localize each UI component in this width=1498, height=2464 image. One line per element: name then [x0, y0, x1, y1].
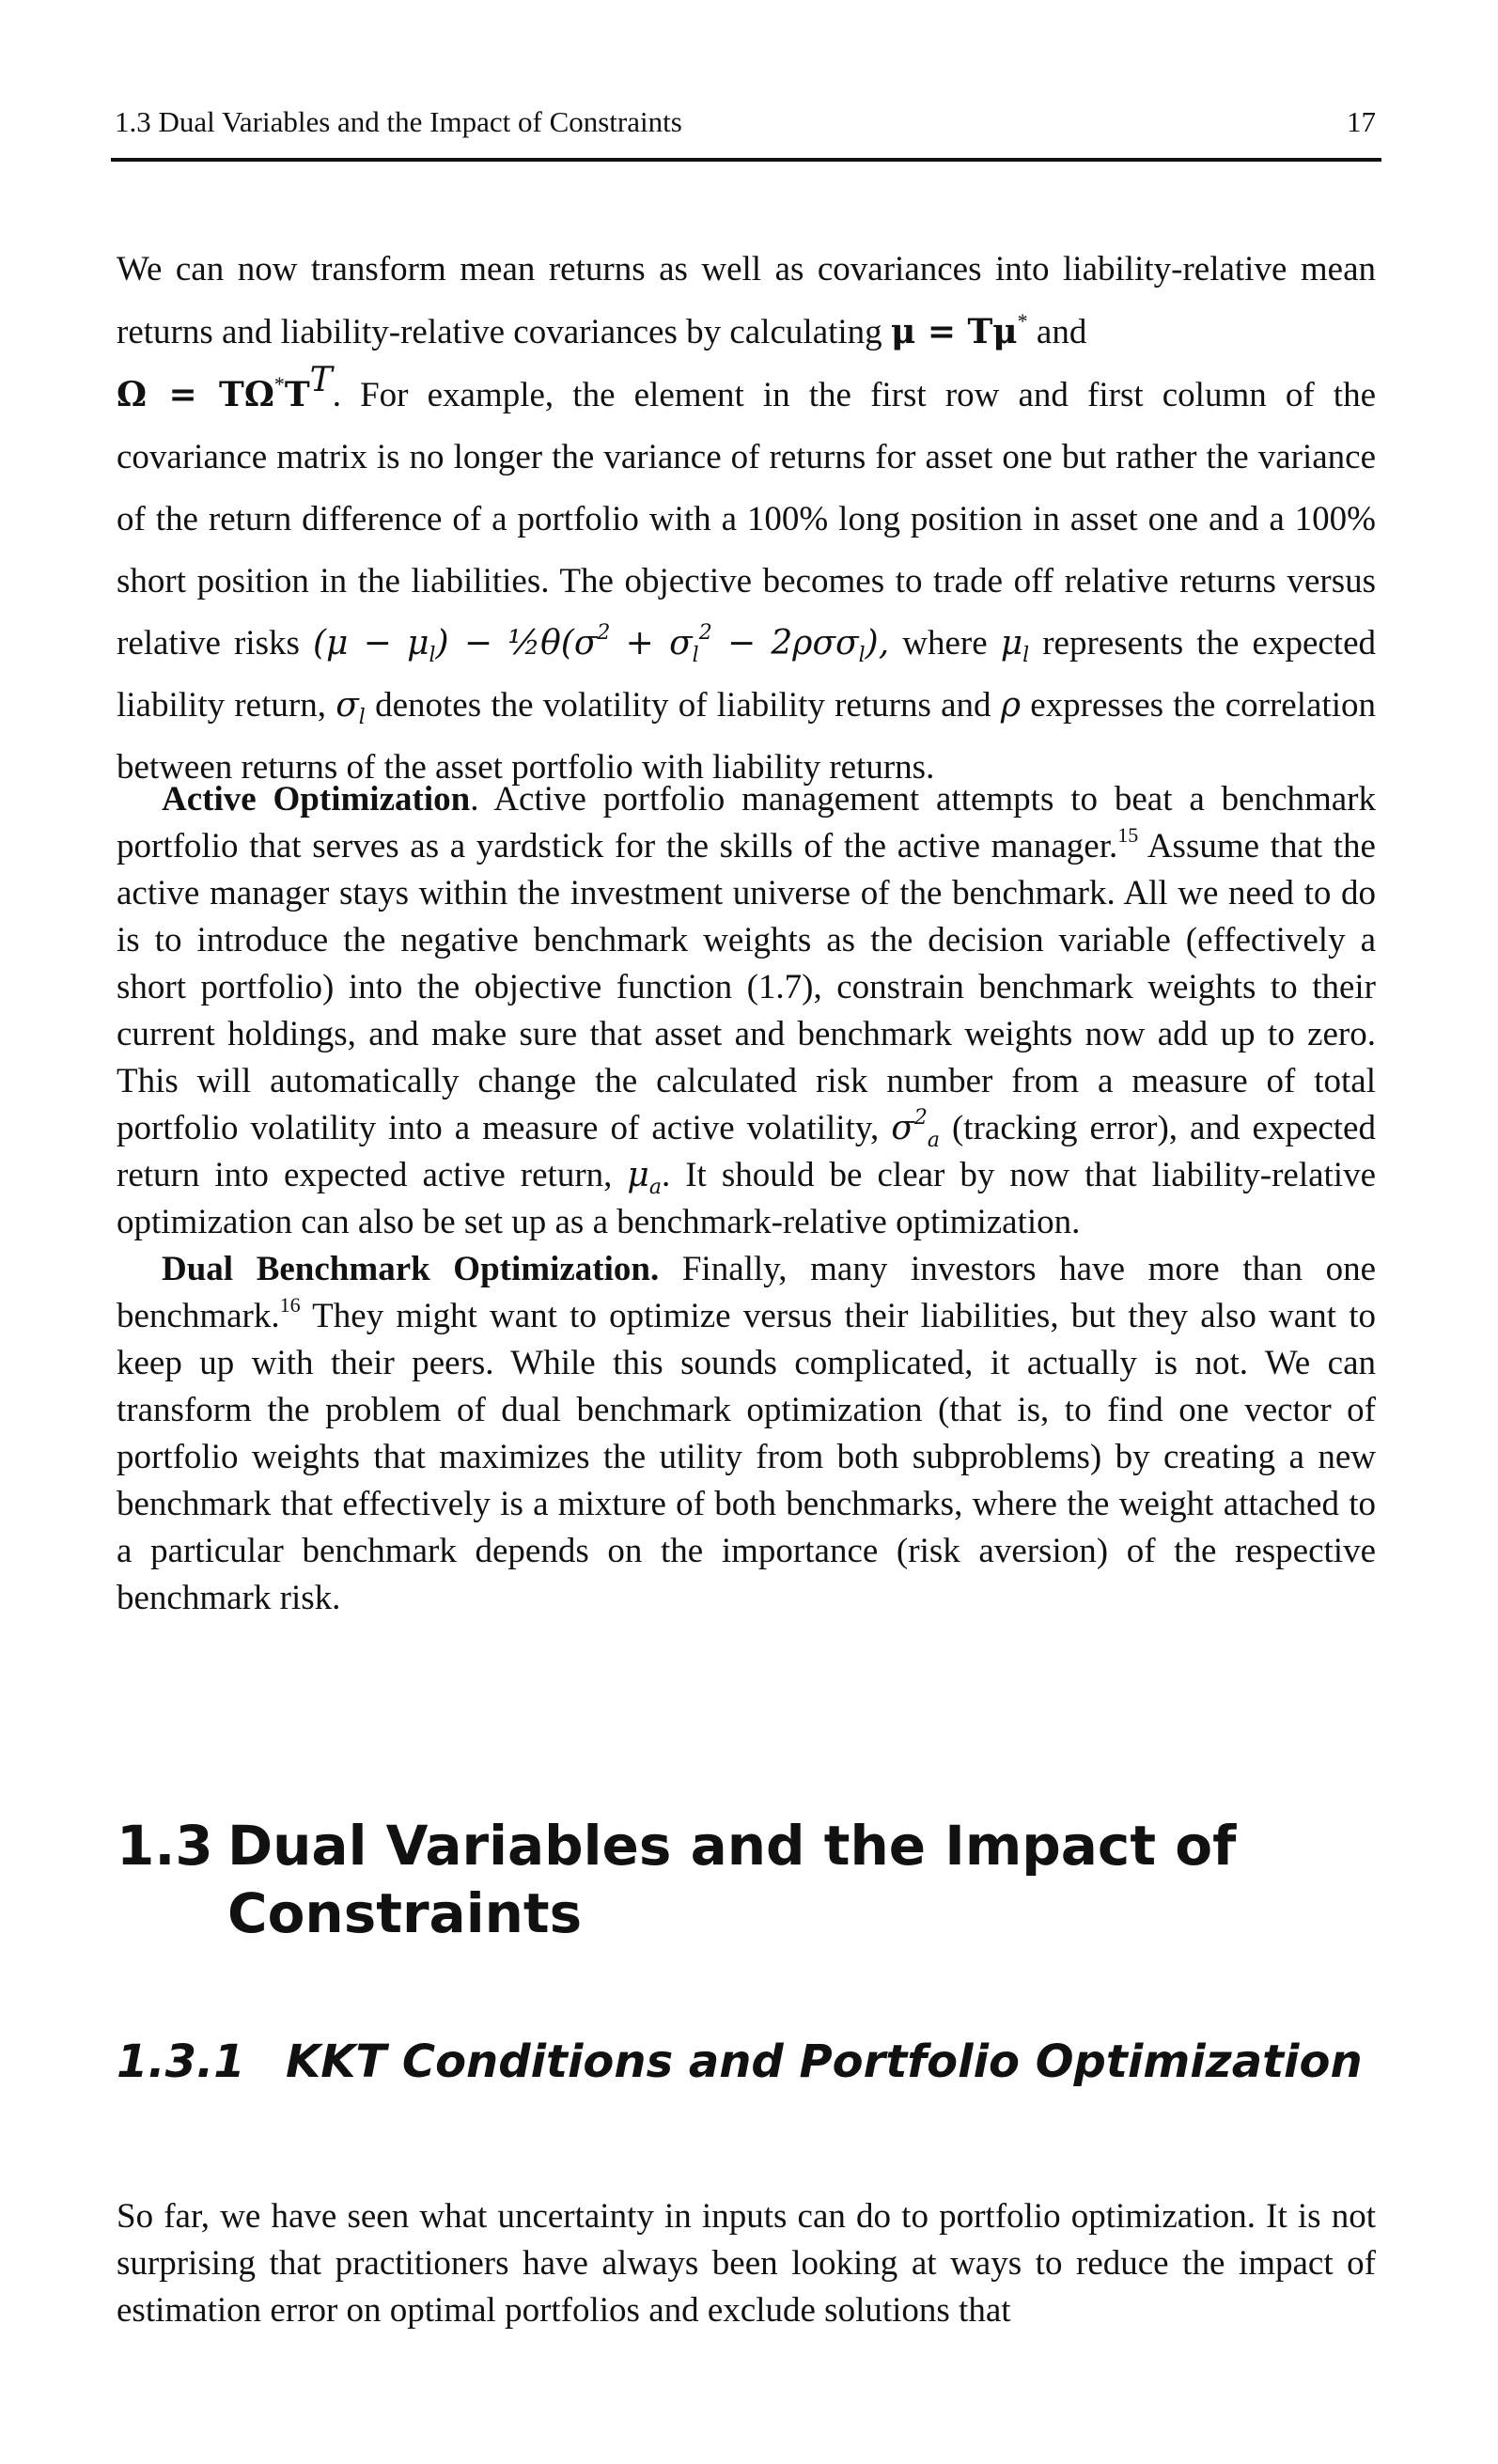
- symbol-base: σ: [891, 1109, 914, 1147]
- page-number: 17: [1347, 105, 1376, 138]
- run-in-heading-active: Active Optimization: [162, 780, 471, 819]
- symbol-base: μ: [1000, 624, 1023, 663]
- text-run: . It should be clear by now that liability-relative optimization can also be set up as a benchmark-relative optimization.: [117, 1156, 1377, 1241]
- equation-star: *: [1017, 309, 1028, 333]
- run-in-heading-dual-benchmark: Dual Benchmark Optimization.: [162, 1250, 660, 1288]
- equation-omega-transform: T: [284, 375, 310, 414]
- symbol-base: σ: [335, 686, 359, 725]
- equation-objective: [312, 621, 890, 667]
- equation-subscript: l: [429, 644, 436, 667]
- text-run: where: [889, 624, 1001, 663]
- text-run: and: [1027, 313, 1087, 351]
- text-run: (tracking error), and expected return into expected active return,: [117, 1109, 1376, 1194]
- symbol-base: μ: [627, 1156, 649, 1194]
- symbol-subscript: a: [927, 1129, 940, 1152]
- paragraph-active-optimization: [117, 776, 1376, 1246]
- running-head-title: 1.3 Dual Variables and the Impact of Constraints: [115, 105, 682, 138]
- header-rule: [111, 158, 1381, 162]
- text-run: . For example, the element in the first row and first column of the covariance matrix is no longer the variance of returns for asset one but rather the variance of the return difference of a portfolio with a 100% long position in asset one and a 100% short position in the liabilities. The objective becomes to trade off relative returns versus relative risks: [117, 376, 1377, 663]
- text-run: . Active portfolio management attempts to beat a benchmark portfolio that serves as a yardstick for the skills of the active manager.: [117, 780, 1377, 866]
- paragraph-dual-benchmark: [117, 1246, 1376, 1622]
- section-number: 1.3: [117, 1814, 213, 1878]
- symbol-mu-l: [1000, 624, 1030, 667]
- symbol-subscript: l: [1022, 644, 1030, 667]
- paragraph-liability-relative: [117, 239, 1376, 799]
- paragraph-text: [117, 239, 1376, 799]
- equation-part: (μ − μ: [312, 624, 429, 663]
- text-run: represents the expected liability return,: [117, 624, 1376, 725]
- symbol-subscript: l: [358, 706, 366, 729]
- symbol-rho: ρ: [1000, 686, 1021, 725]
- equation-mu: μ = Tμ: [890, 312, 1018, 351]
- subsection-title: KKT Conditions and Portfolio Optimization: [286, 2035, 1363, 2088]
- symbol-sigma-l: [335, 686, 366, 729]
- equation-superscript: 2: [597, 621, 611, 645]
- paragraph-group-active: [117, 776, 1376, 1622]
- text-run: Finally, many investors have more than one benchmark.: [117, 1250, 1376, 1335]
- equation-omega: Ω = TΩ: [117, 375, 274, 414]
- equation-part: ),: [865, 624, 890, 663]
- equation-superscript: 2: [698, 621, 712, 645]
- text-run: denotes the volatility of liability returns and: [365, 686, 1001, 725]
- text-run: expresses the correlation between returns of the asset portfolio with liability returns.: [117, 686, 1376, 787]
- equation-subscript: l: [692, 644, 699, 667]
- equation-transpose: T: [309, 361, 333, 399]
- equation-subscript: l: [858, 644, 866, 667]
- running-head: [111, 101, 1381, 143]
- equation-part: + σ: [610, 624, 693, 663]
- equation-part: ) − ½θ(σ: [435, 624, 598, 663]
- paragraph-text: So far, we have seen what uncertainty in inputs can do to portfolio optimization. It is not surprising that practitioners have always been looking at ways to reduce the impact of estimation error on optimal portfolios and exclude solutions that: [117, 2197, 1376, 2330]
- text-run: Assume that the active manager stays within the investment universe of the benchmark. All we need to do is to introduce the negative benchmark weights as the decision variable (effectively a short portfolio) into the objective function (1.7), constrain benchmark weights to their current holdings, and make sure that asset and benchmark weights now add up to zero. This will automatically change the calculated risk number from a measure of total portfolio volatility into a measure of active volatility,: [117, 827, 1376, 1147]
- text-run: We can now transform mean returns as well as covariances into liability-relative mean returns and liability-relative covariances by calculating: [117, 250, 1376, 351]
- section-title: Dual Variables and the Impact of Constraints: [227, 1814, 1237, 1945]
- equation-part: − 2ρσσ: [711, 624, 859, 663]
- symbol-superscript: 2: [913, 1106, 928, 1130]
- symbol-sigma-a-squared: [891, 1106, 940, 1152]
- equation-omega-star: *: [273, 372, 285, 396]
- symbol-mu-a: [627, 1156, 662, 1199]
- footnote-ref-16: 16: [279, 1293, 301, 1317]
- symbol-subscript: a: [648, 1176, 662, 1199]
- text-run: They might want to optimize versus their liabilities, but they also want to keep up with their peers. While this sounds complicated, it actually is not. We can transform the problem of dual benchmark optimization (that is, to find one vector of portfolio weights that maximizes the utility from both subproblems) by creating a new benchmark that effectively is a mixture of both benchmarks, where the weight attached to a particular benchmark depends on the importance (risk aversion) of the respective benchmark risk.: [117, 1297, 1376, 1617]
- paragraph-kkt-intro: [117, 2193, 1376, 2334]
- footnote-ref-15: 15: [1117, 823, 1139, 847]
- subsection-number: 1.3.1: [117, 2035, 245, 2088]
